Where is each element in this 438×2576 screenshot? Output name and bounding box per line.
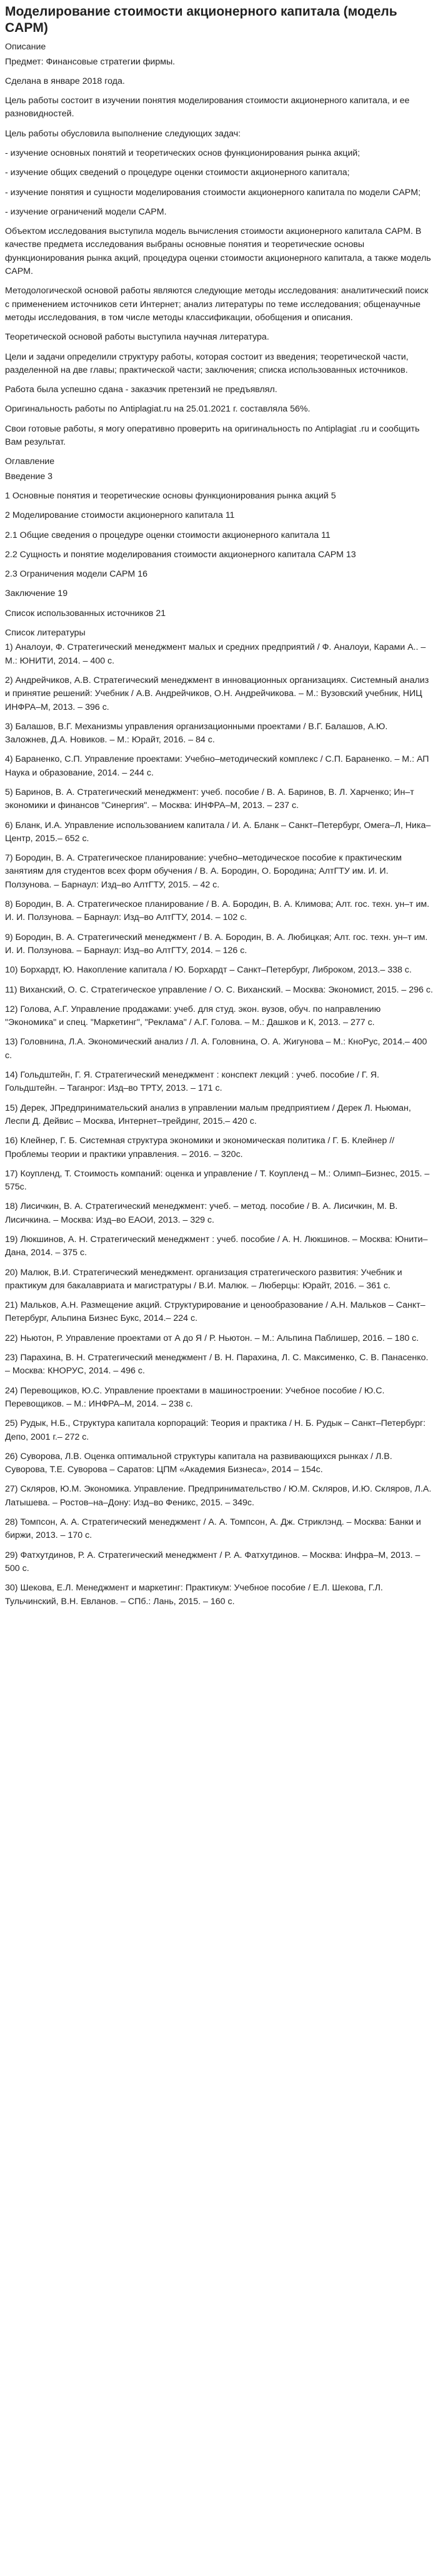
literature-item: 9) Бородин, В. А. Стратегический менеджмент / В. А. Бородин, В. А. Любицкая; Алт. гос. техн. ун–т им. И. И. Ползунова. – Барнаул: Изд–во АлтГТУ, 2014. – 126 с. (5, 932, 428, 956)
paragraph: Работа была успешно сдана - заказчик претензий не предъявлял. (5, 385, 277, 395)
paragraph: Цели и задачи определили структуру работы, которая состоит из введения; теоретической части, разделенной на две главы; практической части; заключения; списка использованных источников. (5, 351, 409, 375)
toc-title: Оглавление (5, 457, 55, 467)
literature-item: 11) Виханский, О. С. Стратегическое управление / О. С. Виханский. – Москва: Экономист, 2015. – 296 с. (5, 984, 433, 995)
literature-item: 4) Бараненко, С.П. Управление проектами: Учебно–методический комплекс / С.П. Бараненко. – М.: АП Наука и образование, 2014. – 244 с. (5, 754, 429, 778)
toc-item: 2.2 Сущность и понятие моделирования стоимости акционерного капитала CAPM 13 (5, 549, 356, 560)
literature-item: 24) Перевощиков, Ю.С. Управление проектами в машиностроении: Учебное пособие / Ю.С. Перевощиков. – М.: ИНФРА–М, 2014. – 238 c. (5, 1385, 385, 1409)
toc-item: Заключение 19 (5, 588, 68, 599)
literature-item: 6) Бланк, И.А. Управление использованием капитала / И. А. Бланк – Санкт–Петербург, Омега–Л, Ника–Центр, 2015.– 652 с. (5, 820, 431, 844)
literature-item: 13) Головнина, Л.А. Экономический анализ / Л. А. Головнина, О. А. Жигунова – М.: КноРус, 2014.– 400 с. (5, 1037, 427, 1061)
toc-item: 2.3 Ограничения модели CAPM 16 (5, 569, 147, 580)
literature-item: 5) Баринов, В. А. Стратегический менеджмент: учеб. пособие / В. А. Баринов, В. Л. Харченко; Ин–т экономики и финансов "Синергия". – Москва: ИНФРА–М, 2013. – 237 с. (5, 787, 414, 811)
paragraph: - изучение понятия и сущности моделирования стоимости акционерного капитала по модели CAPM; (5, 187, 421, 198)
literature-item: 3) Балашов, В.Г. Механизмы управления организационными проектами / В.Г. Балашов, А.Ю. Заложнев, Д.А. Новиков. – М.: Юрайт, 2016. – 84 с. (5, 721, 388, 745)
toc-item: Список использованных источников 21 (5, 608, 166, 619)
paragraph: Теоретической основой работы выступила научная литература. (5, 332, 269, 343)
literature-list (5, 627, 433, 1609)
literature-item: 25) Рудык, Н.Б., Структура капитала корпораций: Теория и практика / Н. Б. Рудык – Санкт–Петербург: Депо, 2001 г.– 272 с. (5, 1418, 426, 1442)
literature-item: 7) Бородин, В. А. Стратегическое планирование: учебно–методическое пособие к практическим занятиям для студентов всех форм обучения / В. А. Бородин, О. Бородина; АлтГТУ им. И. И. Ползунова. – Барнаул: Изд–во АлтГТУ, 2015. – 42 с. (5, 853, 402, 890)
literature-item: 12) Голова, А.Г. Управление продажами: учеб. для студ. экон. вузов, обуч. по направлению "Экономика" и спец. "Маркетинг", "Реклама" / А.Г. Голова. – М.: Дашков и К, 2013. – 277 с. (5, 1004, 381, 1028)
literature-item: 26) Суворова, Л.В. Оценка оптимальной структуры капитала на развивающихся рынках / Л.В. Суворова, Т.Е. Суворова – Саратов: ЦПМ «Академия Бизнеса», 2014 – 154с. (5, 1451, 392, 1475)
literature-item: 29) Фатхутдинов, Р. А. Стратегический менеджмент / Р. А. Фатхутдинов. – Москва: Инфра–М, 2013. – 500 с. (5, 1550, 421, 1573)
literature-item: 27) Скляров, Ю.М. Экономика. Управление. Предпринимательство / Ю.М. Скляров, И.Ю. Скляров, Л.А. Латышева. – Ростов–на–Дону: Изд–во Феникс, 2015. – 349с. (5, 1484, 432, 1508)
paragraph: Цель работы обусловила выполнение следующих задач: (5, 128, 241, 139)
toc-item: 2.1 Общие сведения о процедуре оценки стоимости акционерного капитала 11 (5, 530, 331, 540)
description-label: Описание (5, 42, 46, 53)
literature-item: 28) Томпсон, А. А. Стратегический менеджмент / А. А. Томпсон, А. Дж. Стриклэнд. – Москва: Банки и биржи, 2013. – 170 с. (5, 1517, 421, 1541)
literature-item: 8) Бородин, В. А. Стратегическое планирование / В. А. Бородин, В. А. Климова; Алт. гос. техн. ун–т им. И. И. Ползунова. – Барнаул: Изд–во АлтГТУ, 2014. – 102 с. (5, 899, 430, 923)
literature-item: 10) Борхардт, Ю. Накопление капитала / Ю. Борхардт – Санкт–Петербург, Либроком, 2013.– 338 с. (5, 965, 412, 976)
literature-title: Список литературы (5, 628, 86, 639)
description-body (5, 94, 433, 449)
subject-line: Предмет: Финансовые стратегии фирмы. (5, 56, 176, 67)
toc-item: 2 Моделирование стоимости акционерного капитала 11 (5, 510, 235, 521)
paragraph: Цель работы состоит в изучении понятия моделирования стоимости акционерного капитала, и ее разновидностей. (5, 96, 410, 119)
literature-item: 14) Гольдштейн, Г. Я. Стратегический менеджмент : конспект лекций : учеб. пособие / Г. Я. Гольдштейн. – Таганрог: Изд–во ТРТУ, 2013. – 171 с. (5, 1070, 379, 1094)
page-title: Моделирование стоимости акционерного капитала (модель CAPM) (5, 4, 397, 35)
literature-item: 1) Аналоуи, Ф. Стратегический менеджмент малых и средних предприятий / Ф. Аналоуи, Карами А.. – М.: ЮНИТИ, 2014. – 400 с. (5, 642, 426, 666)
literature-item: 23) Парахина, В. Н. Стратегический менеджмент / В. Н. Парахина, Л. С. Максименко, С. В. Панасенко. – Москва: КНОРУС, 2014. – 496 с. (5, 1353, 429, 1376)
paragraph: Методологической основой работы являются следующие методы исследования: аналитический поиск с применением источников сети Интернет; анализ литературы по теме исследования; общенаучные методы исследования, в том числе методы классификации, обобщения и описания. (5, 286, 429, 323)
paragraph: - изучение ограничений модели CAPM. (5, 206, 167, 217)
paragraph: Оригинальность работы по Antiplagiat.ru на 25.01.2021 г. составляла 56%. (5, 404, 311, 415)
literature-item: 2) Андрейчиков, А.В. Стратегический менеджмент в инновационных организациях. Системный анализ и принятие решений: Учебник / А.В. Андрейчиков, О.Н. Андрейчикова. – М.: Вузовский учебник, НИЦ ИНФРА–М, 2013. – 396 с. (5, 675, 429, 712)
paragraph: - изучение общих сведений о процедуре оценки стоимости акционерного капитала; (5, 168, 350, 178)
literature-item: 30) Шекова, Е.Л. Менеджмент и маркетинг: Практикум: Учебное пособие / Е.Л. Шекова, Г.Л. Тульчинский, В.Н. Евланов. – СПб.: Лань, 2015. – 160 c. (5, 1583, 383, 1607)
completed-line: Сделана в январе 2018 года. (5, 76, 125, 86)
literature-item: 18) Лисичкин, В. А. Стратегический менеджмент: учеб. – метод. пособие / В. А. Лисичкин, М. В. Лисичкина. – Москва: Изд–во ЕАОИ, 2013. – 329 с. (5, 1201, 398, 1225)
toc-item: 1 Основные понятия и теоретические основы функционирования рынка акций 5 (5, 490, 336, 501)
literature-item: 21) Мальков, А.Н. Размещение акций. Структурирование и ценообразование / А.Н. Мальков – Санкт–Петербург, Альпина Бизнес Букс, 2014.– 224 с. (5, 1300, 426, 1324)
table-of-contents (5, 455, 433, 620)
paragraph: Объектом исследования выступила модель вычисления стоимости акционерного капитала CAPM. В качестве предмета исследования выбраны основные понятия и теоретические основы функционирования рынка акций, процедура оценки стоимости акционерного капитала, а также модель CAPM. (5, 226, 431, 277)
literature-item: 15) Дерек, JПредпринимательский анализ в управлении малым предприятием / Дерек Л. Ньюман, Леспи Д. Дейвис – Москва, Интернет–трейдинг, 2015.– 420 с. (5, 1103, 411, 1126)
literature-item: 20) Малюк, В.И. Стратегический менеджмент. организация стратегического развития: Учебник и практикум для бакалавриата и магистратуры / В.И. Малюк. – Люберцы: Юрайт, 2016. – 361 c. (5, 1267, 402, 1291)
paragraph: Свои готовые работы, я могу оперативно проверить на оригинальность по Antiplagiat .ru и сообщить Вам результат. (5, 423, 420, 448)
literature-item: 22) Ньютон, Р. Управление проектами от А до Я / Р. Ньютон. – М.: Альпина Паблишер, 2016. – 180 c. (5, 1333, 419, 1343)
paragraph: - изучение основных понятий и теоретических основ функционирования рынка акций; (5, 148, 361, 158)
toc-intro: Введение 3 (5, 471, 53, 482)
literature-item: 19) Люкшинов, А. Н. Стратегический менеджмент : учеб. пособие / А. Н. Люкшинов. – Москва: Юнити–Дана, 2014. – 375 с. (5, 1235, 428, 1258)
literature-item: 17) Коупленд, Т. Стоимость компаний: оценка и управление / Т. Коупленд – М.: Олимп–Бизнес, 2015. – 575с. (5, 1168, 430, 1193)
literature-item: 16) Клейнер, Г. Б. Системная структура экономики и экономическая политика / Г. Б. Клейнер // Проблемы теории и практики управления. – 2016. – 320с. (5, 1136, 395, 1159)
